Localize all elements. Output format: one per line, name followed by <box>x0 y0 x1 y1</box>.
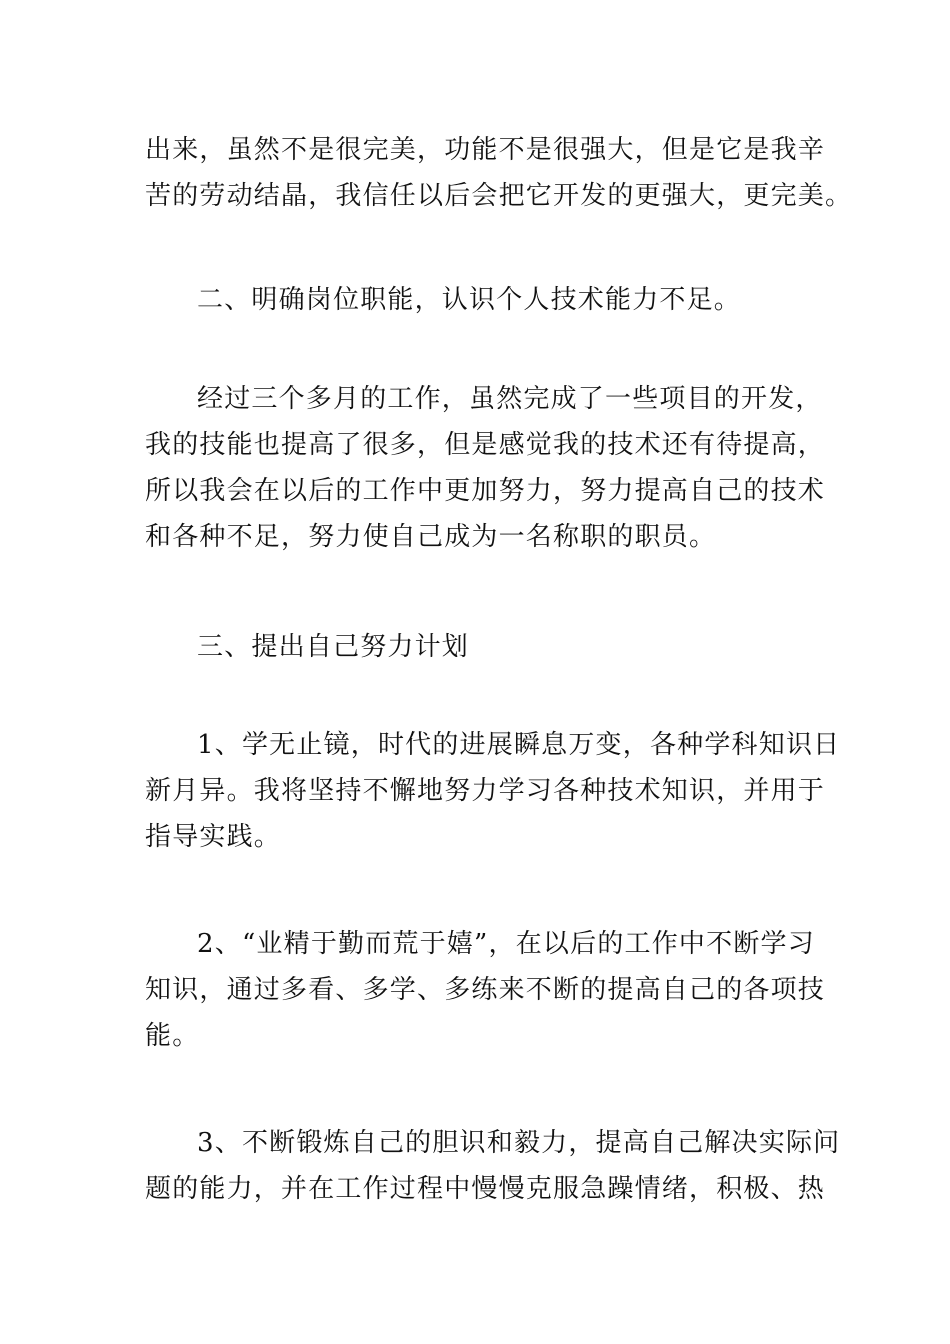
plan-item-1 <box>145 722 841 860</box>
paragraph-continuation <box>145 127 853 219</box>
section-heading-3 <box>145 624 810 670</box>
text-line: 所以我会在以后的工作中更加努力，努力提高自己的技术 <box>145 476 826 506</box>
heading-text: 三、提出自己努力计划 <box>197 632 470 662</box>
text-line: 我的技能也提高了很多，但是感觉我的技术还有待提高， <box>145 430 826 460</box>
text-line: 和各种不足，努力使自己成为一名称职的职员。 <box>145 522 717 552</box>
text-line: 3、不断锻炼自己的胆识和毅力，提高自己解决实际问 <box>197 1128 841 1158</box>
text-line: 2、“业精于勤而荒于嬉”，在以后的工作中不断学习 <box>197 929 815 959</box>
text-line: 出来，虽然不是很完美，功能不是很强大，但是它是我辛 <box>145 135 826 165</box>
text-line: 知识，通过多看、多学、多练来不断的提高自己的各项技 <box>145 975 826 1005</box>
text-line: 指导实践。 <box>145 822 282 852</box>
text-line: 能。 <box>145 1021 200 1051</box>
text-line: 新月异。我将坚持不懈地努力学习各种技术知识，并用于 <box>145 776 826 806</box>
paragraph-section-2-body <box>145 376 826 560</box>
text-line: 1、学无止镜，时代的进展瞬息万变，各种学科知识日 <box>197 730 841 760</box>
plan-item-3 <box>145 1120 841 1212</box>
text-line: 题的能力，并在工作过程中慢慢克服急躁情绪，积极、热 <box>145 1174 826 1204</box>
section-heading-2 <box>145 277 810 323</box>
text-line: 经过三个多月的工作，虽然完成了一些项目的开发， <box>197 384 823 414</box>
text-line: 苦的劳动结晶，我信任以后会把它开发的更强大，更完美。 <box>145 181 853 211</box>
heading-text: 二、明确岗位职能，认识个人技术能力不足。 <box>197 285 742 315</box>
plan-item-2 <box>145 921 826 1059</box>
